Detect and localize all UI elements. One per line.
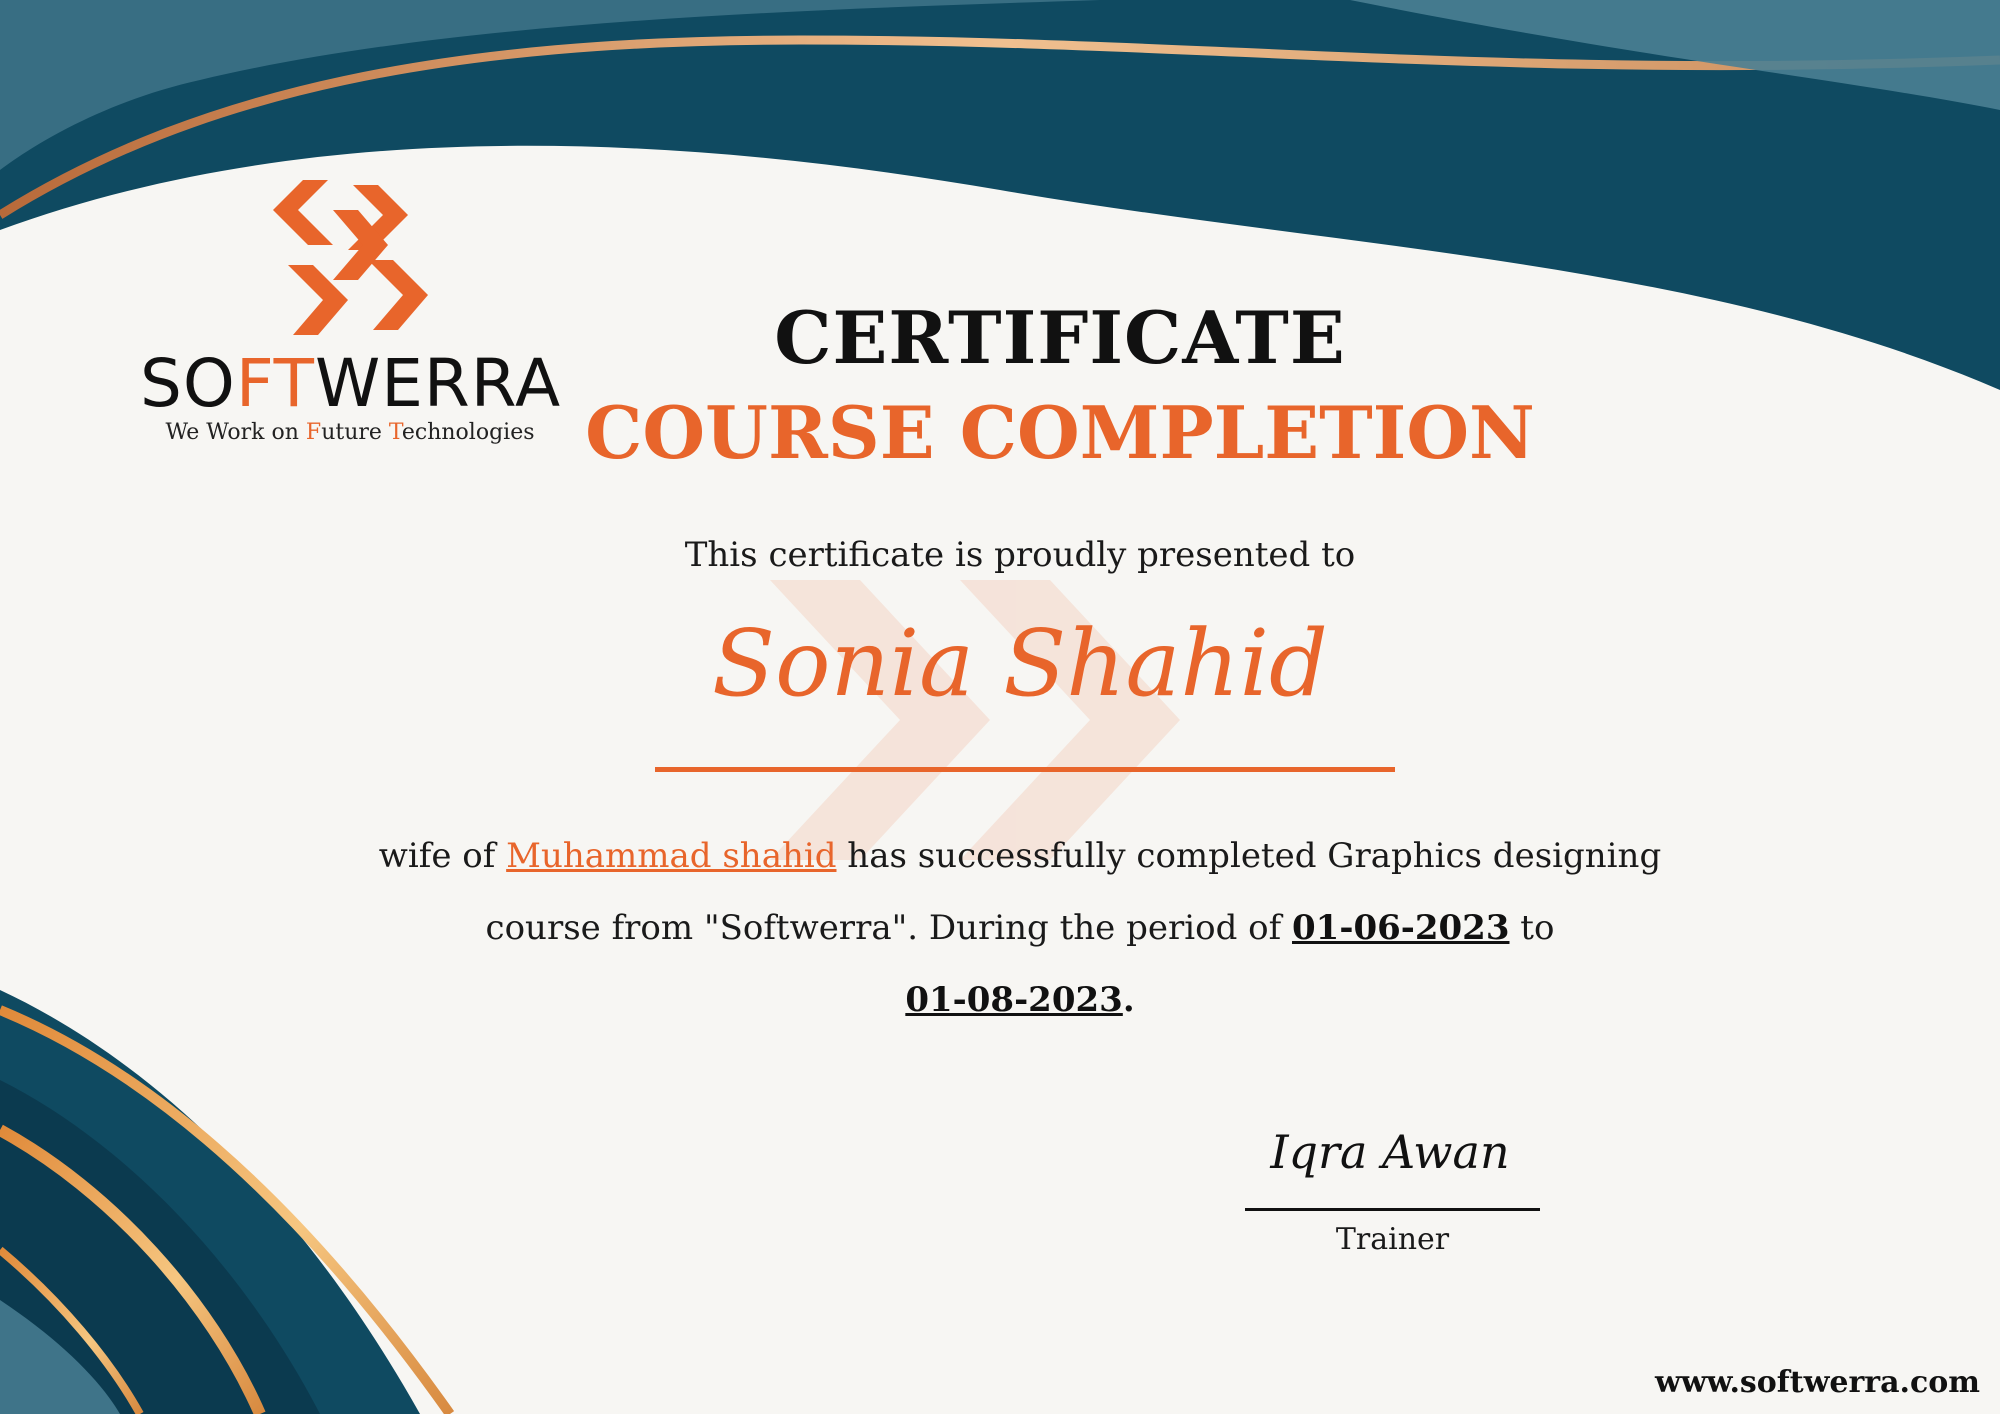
presented-text: This certificate is proudly presented to bbox=[684, 535, 1356, 575]
certificate-title: CERTIFICATE bbox=[774, 295, 1346, 380]
start-date: 01-06-2023 bbox=[1292, 908, 1510, 948]
footer-website: www.softwerra.com bbox=[1655, 1365, 1980, 1400]
trainer-signature: Iqra Awan bbox=[1270, 1125, 1510, 1179]
recipient-name: Sonia Shahid bbox=[712, 610, 1328, 717]
end-date: 01-08-2023 bbox=[905, 980, 1123, 1020]
relation-name: Muhammad shahid bbox=[506, 836, 837, 876]
recipient-underline bbox=[655, 767, 1395, 772]
signature-role: Trainer bbox=[1335, 1222, 1450, 1257]
certificate-body: wife of Muhammad shahid has successfully completed Graphics designing course from "Softwerra". During the period of 01-06-2023 to 01-08-2023. bbox=[378, 836, 1662, 1020]
brand-name: SOFTWERRA bbox=[140, 345, 562, 422]
softwerra-logo-icon bbox=[258, 170, 448, 340]
signature-line bbox=[1245, 1208, 1540, 1211]
certificate-subtitle: COURSE COMPLETION bbox=[585, 390, 1535, 475]
brand-tagline: We Work on Future Technologies bbox=[165, 420, 535, 445]
